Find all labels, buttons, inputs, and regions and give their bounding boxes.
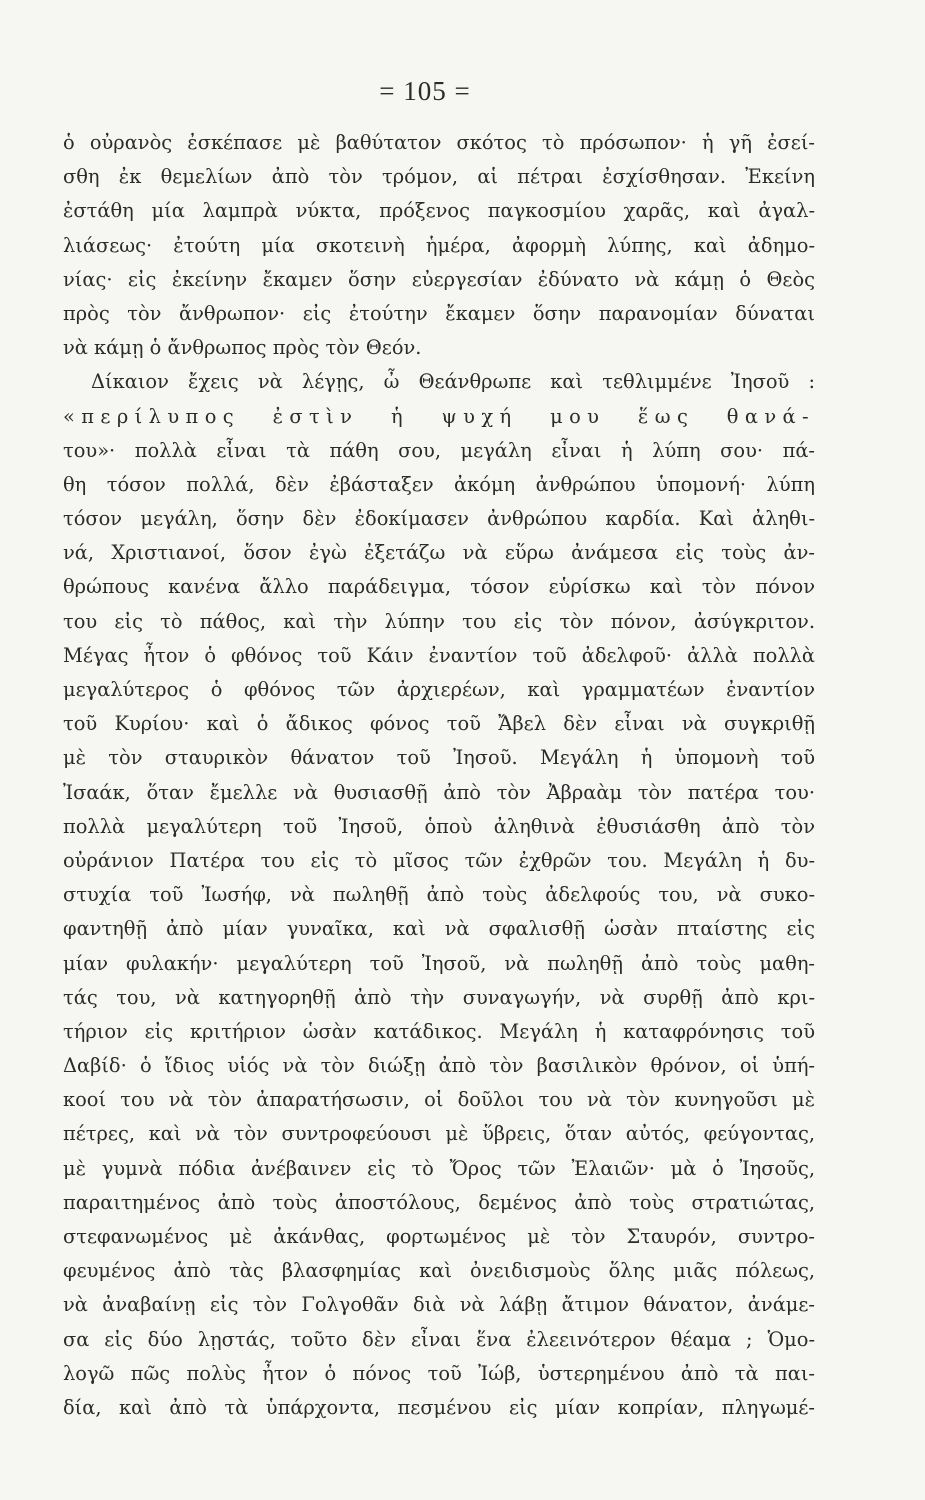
text-line: Δαβίδ· ὁ ἴδιος υἱός νὰ τὸν διώξῃ ἀπὸ τὸν βασιλικὸν θρόνον, οἱ ὑπή-: [63, 1054, 815, 1078]
text-line: ὁ οὐρανὸς ἐσκέπασε μὲ βαθύτατον σκότος τὸ πρόσωπον· ἡ γῆ ἐσεί-: [63, 131, 815, 154]
text-line: τάς του, νὰ κατηγορηθῇ ἀπὸ τὴν συναγωγήν, νὰ συρθῇ ἀπὸ κρι-: [63, 985, 815, 1009]
text-line: νὰ ἀναβαίνῃ εἰς τὸν Γολγοθᾶν διὰ νὰ λάβῃ ἄτιμον θάνατον, ἀνάμε-: [63, 1293, 815, 1317]
text-line: φαντηθῇ ἀπὸ μίαν γυναῖκα, καὶ νὰ σφαλισθῇ ὡσὰν πταίστης εἰς: [63, 917, 815, 941]
text-line: σθη ἐκ θεμελίων ἀπὸ τὸν τρόμον, αἱ πέτραι ἐσχίσθησαν. Ἐκείνη: [63, 165, 815, 189]
text-line: στεφανωμένος μὲ ἀκάνθας, φορτωμένος μὲ τὸν Σταυρόν, συντρο-: [63, 1225, 815, 1248]
text-line: «περίλυπος ἐστὶν ἡ ψυχή μου ἕως θανά-: [63, 404, 815, 428]
text-line: Ἰσαάκ, ὅταν ἔμελλε νὰ θυσιασθῇ ἀπὸ τὸν Ἀβραὰμ τὸν πατέρα του·: [63, 780, 815, 804]
text-line: στυχία τοῦ Ἰωσήφ, νὰ πωληθῇ ἀπὸ τοὺς ἀδελφούς του, νὰ συκο-: [63, 883, 815, 907]
text-line: τόσον μεγάλη, ὅσην δὲν ἐδοκίμασεν ἀνθρώπου καρδία. Καὶ ἀληθι-: [63, 507, 815, 531]
text-line: ἐστάθη μία λαμπρὰ νύκτα, πρόξενος παγκοσμίου χαρᾶς, καὶ ἀγαλ-: [63, 199, 815, 223]
text-line: φευμένος ἀπὸ τὰς βλασφημίας καὶ ὀνειδισμοὺς ὅλης μιᾶς πόλεως,: [63, 1259, 815, 1283]
text-line: μίαν φυλακήν· μεγαλύτερη τοῦ Ἰησοῦ, νὰ πωληθῇ ἀπὸ τοὺς μαθη-: [63, 951, 815, 975]
text-line: μεγαλύτερος ὁ φθόνος τῶν ἀρχιερέων, καὶ γραμματέων ἐναντίον: [63, 678, 815, 701]
text-line: του εἰς τὸ πάθος, καὶ τὴν λύπην του εἰς τὸν πόνον, ἀσύγκριτον.: [63, 609, 815, 633]
text-line: πέτρες, καὶ νὰ τὸν συντροφεύουσι μὲ ὕβρεις, ὅταν αὐτός, φεύγοντας,: [63, 1122, 815, 1146]
page-number: = 105 =: [379, 76, 471, 106]
text-line: μὲ τὸν σταυρικὸν θάνατον τοῦ Ἰησοῦ. Μεγάλη ἡ ὑπομονὴ τοῦ: [63, 746, 815, 770]
text-line: σα εἰς δύο λῃστάς, τοῦτο δὲν εἶναι ἕνα ἐλεεινότερον θέαμα ; Ὁμο-: [63, 1327, 815, 1351]
text-line: νὰ κάμῃ ὁ ἄνθρωπος πρὸς τὸν Θεόν.: [63, 336, 422, 360]
text-line: τοῦ Κυρίου· καὶ ὁ ἄδικος φόνος τοῦ Ἄβελ δὲν εἶναι νὰ συγκριθῇ: [63, 712, 815, 736]
text-line: Μέγας ἦτον ὁ φθόνος τοῦ Κάιν ἐναντίον τοῦ ἀδελφοῦ· ἀλλὰ πολλὰ: [63, 643, 815, 667]
text-line: τήριον εἰς κριτήριον ὡσὰν κατάδικος. Μεγάλη ἡ καταφρόνησις τοῦ: [63, 1019, 815, 1043]
text-line: πολλὰ μεγαλύτερη τοῦ Ἰησοῦ, ὁποὺ ἀληθινὰ ἐθυσιάσθη ἀπὸ τὸν: [63, 814, 815, 838]
text-line: θη τόσον πολλά, δὲν ἐβάσταξεν ἀκόμη ἀνθρώπου ὑπομονή· λύπη: [63, 472, 815, 496]
text-line: λογῶ πῶς πολὺς ἦτον ὁ πόνος τοῦ Ἰώβ, ὑστερημένου ἀπὸ τὰ παι-: [63, 1361, 815, 1385]
text-line: θρώπους κανένα ἄλλο παράδειγμα, τόσον εὑρίσκω καὶ τὸν πόνον: [63, 575, 815, 599]
text-line: Δίκαιον ἔχεις νὰ λέγῃς, ὦ Θεάνθρωπε καὶ τεθλιμμένε Ἰησοῦ :: [91, 370, 815, 394]
text-line: νίας· εἰς ἐκείνην ἔκαμεν ὅσην εὐεργεσίαν ἐδύνατο νὰ κάμῃ ὁ Θεὸς: [63, 267, 815, 291]
text-line: νά, Χριστιανοί, ὅσον ἐγὼ ἐξετάζω νὰ εὕρω ἀνάμεσα εἰς τοὺς ἀν-: [63, 541, 815, 565]
text-line: κοοί του νὰ τὸν ἀπαρατήσωσιν, οἱ δοῦλοι του νὰ τὸν κυνηγοῦσι μὲ: [63, 1088, 815, 1112]
text-line: λιάσεως· ἐτούτη μία σκοτεινὴ ἡμέρα, ἀφορμὴ λύπης, καὶ ἀδημο-: [63, 233, 815, 257]
text-line: παραιτημένος ἀπὸ τοὺς ἀποστόλους, δεμένος ἀπὸ τοὺς στρατιώτας,: [63, 1190, 815, 1214]
text-line: του»· πολλὰ εἶναι τὰ πάθη σου, μεγάλη εἶναι ἡ λύπη σου· πά-: [63, 438, 815, 462]
text-line: οὐράνιον Πατέρα του εἰς τὸ μῖσος τῶν ἐχθρῶν του. Μεγάλη ἡ δυ-: [63, 848, 815, 872]
text-line: μὲ γυμνὰ πόδια ἀνέβαινεν εἰς τὸ Ὄρος τῶν Ἐλαιῶν· μὰ ὁ Ἰησοῦς,: [63, 1156, 815, 1180]
body-text: [63, 126, 815, 1425]
text-line: δία, καὶ ἀπὸ τὰ ὑπάρχοντα, πεσμένου εἰς μίαν κοπρίαν, πληγωμέ-: [63, 1395, 815, 1419]
text-line: πρὸς τὸν ἄνθρωπον· εἰς ἐτούτην ἔκαμεν ὅσην παρανομίαν δύναται: [63, 301, 815, 325]
